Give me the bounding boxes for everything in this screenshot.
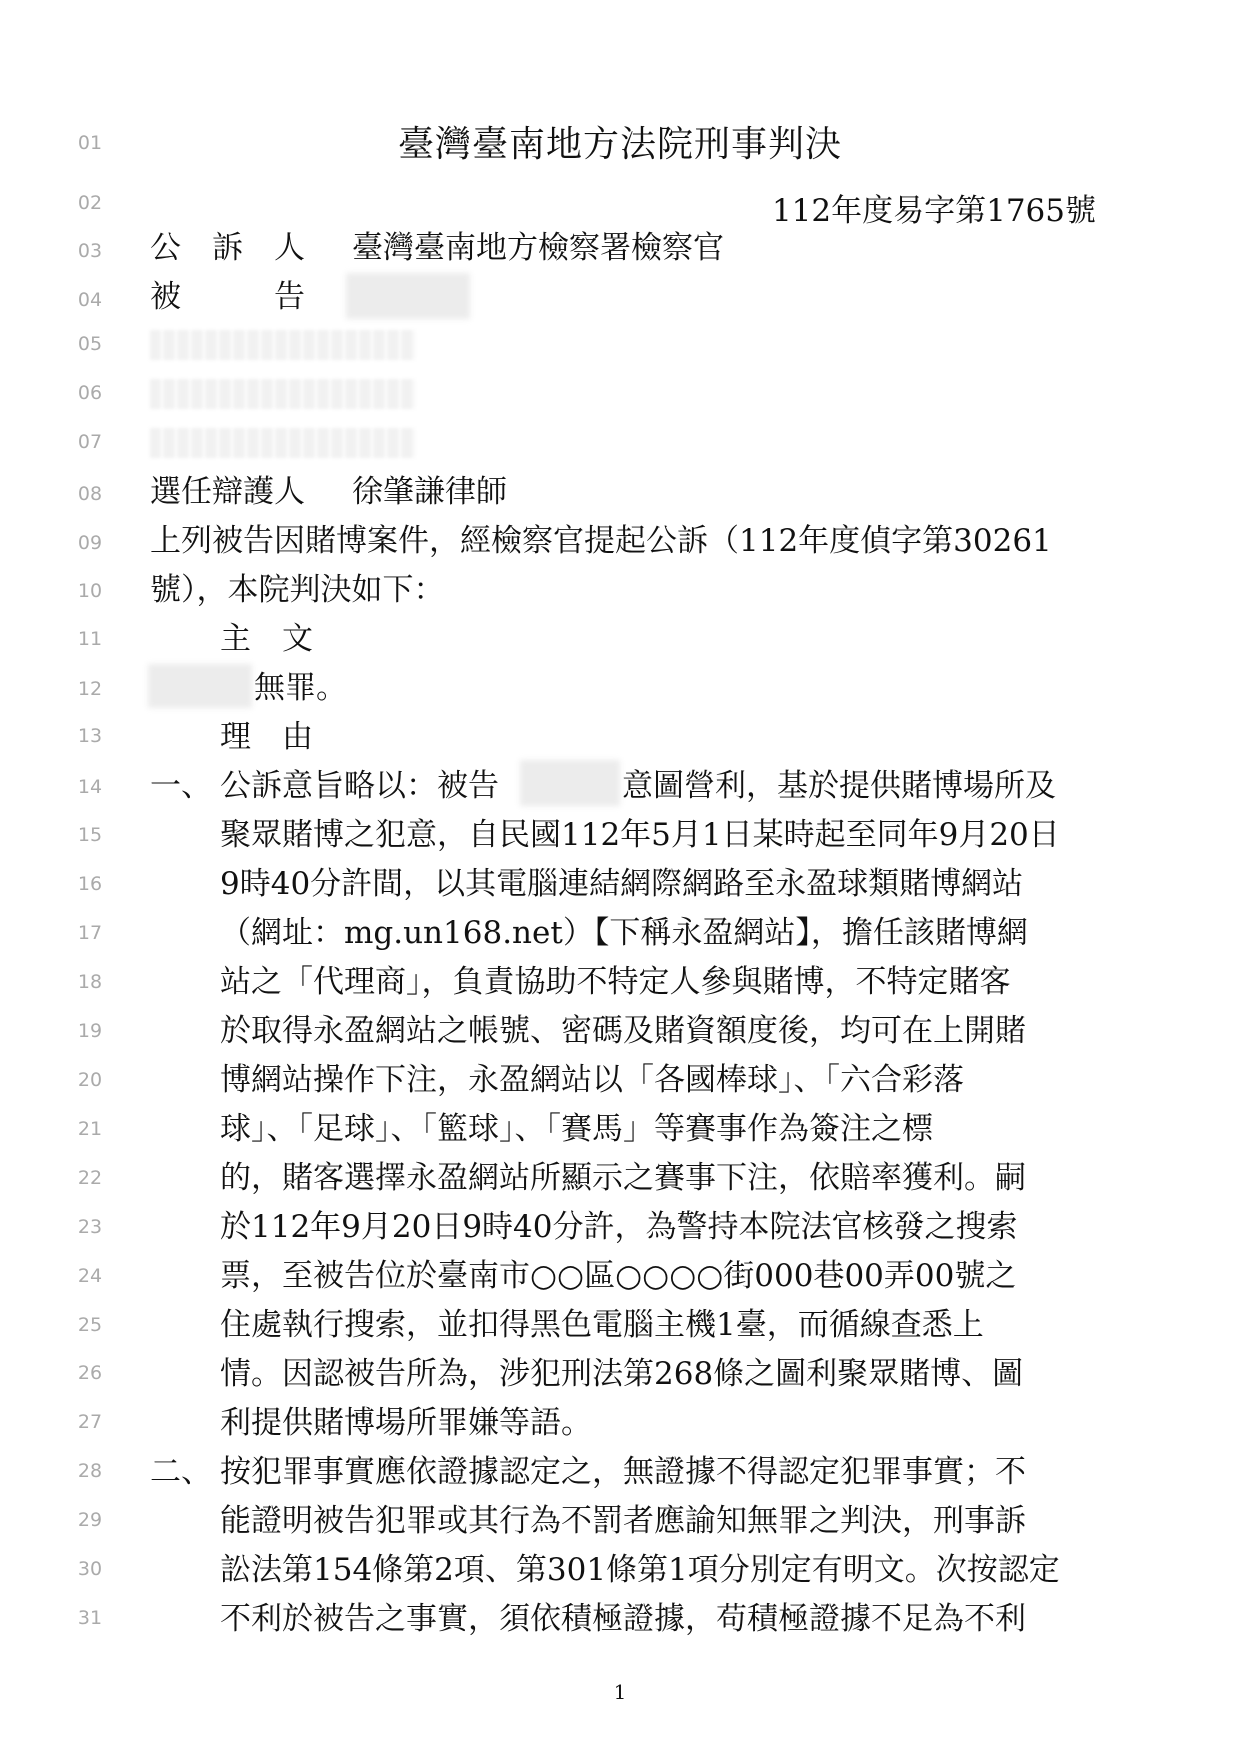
case-number: 112年度易字第1765號	[771, 193, 1096, 229]
reason-one-line: 於112年9月20日9時40分許，為警持本院法官核發之搜索	[220, 1209, 1018, 1245]
line-number: 24	[77, 1265, 103, 1287]
reason-one-line: 博網站操作下注，永盈網站以「各國棒球」、「六合彩落	[220, 1062, 964, 1098]
line-number: 12	[77, 678, 103, 700]
reason-one-line: 於取得永盈網站之帳號、密碼及賭資額度後，均可在上開賭	[220, 1013, 1026, 1049]
redacted-defendant-name	[346, 273, 470, 319]
line-number: 05	[77, 333, 103, 355]
reason-one-line: 利提供賭博場所罪嫌等語。	[220, 1405, 592, 1441]
line-number: 10	[77, 580, 103, 602]
reason-heading: 理 由	[220, 719, 313, 755]
intro-line: 號），本院判決如下：	[150, 572, 445, 608]
line-number: 30	[77, 1558, 103, 1580]
line-number: 03	[77, 240, 103, 262]
line-number: 17	[77, 922, 103, 944]
reason-one-line: 球」、「足球」、「籃球」、「賽馬」等賽事作為簽注之標	[220, 1111, 933, 1147]
line-number: 23	[77, 1216, 103, 1238]
reason-one-first-part: 公訴意旨略以：被告	[220, 768, 499, 804]
line-number: 28	[77, 1460, 103, 1482]
reason-one-line: 住處執行搜索，並扣得黑色電腦主機1臺，而循線查悉上	[220, 1307, 984, 1343]
reason-two-line: 能證明被告犯罪或其行為不罰者應諭知無罪之判決，刑事訴	[220, 1503, 1026, 1539]
line-number: 16	[77, 873, 103, 895]
reason-one-line: 9時40分許間，以其電腦連結網際網路至永盈球類賭博網站	[220, 866, 1024, 902]
line-number: 25	[77, 1314, 103, 1336]
reason-two-line: 不利於被告之事實，須依積極證據，苟積極證據不足為不利	[220, 1601, 1026, 1637]
reason-two-first-line: 按犯罪事實應依證據認定之，無證據不得認定犯罪事實；不	[220, 1454, 1026, 1490]
line-number: 20	[77, 1069, 103, 1091]
prosecutor-value: 臺灣臺南地方檢察署檢察官	[352, 230, 724, 266]
defense-counsel-label: 選任辯護人	[150, 474, 305, 510]
redacted-defendant-name	[520, 760, 620, 806]
line-number: 08	[77, 483, 103, 505]
line-number: 31	[77, 1607, 103, 1629]
intro-line: 上列被告因賭博案件，經檢察官提起公訴（112年度偵字第30261	[150, 523, 1052, 559]
redacted-line	[150, 379, 416, 409]
line-number: 21	[77, 1118, 103, 1140]
line-number: 19	[77, 1020, 103, 1042]
line-number: 14	[77, 776, 103, 798]
verdict-text: 無罪。	[254, 670, 347, 706]
redacted-line	[150, 330, 416, 360]
line-number: 07	[77, 431, 103, 453]
line-number: 01	[77, 132, 103, 154]
line-number: 22	[77, 1167, 103, 1189]
line-number: 27	[77, 1411, 103, 1433]
defendant-label: 被 告	[150, 279, 305, 315]
redacted-defendant-name	[148, 664, 252, 708]
reason-two-prefix: 二、	[150, 1454, 212, 1490]
reason-one-first-tail: 意圖營利，基於提供賭博場所及	[622, 768, 1056, 804]
reason-one-line: 聚眾賭博之犯意，自民國112年5月1日某時起至同年9月20日	[220, 817, 1060, 853]
reason-one-line: 情。因認被告所為，涉犯刑法第268條之圖利聚眾賭博、圖	[220, 1356, 1024, 1392]
page-number: 1	[613, 1680, 627, 1704]
reason-one-line: （網址：mg.un168.net）【下稱永盈網站】，擔任該賭博網	[220, 915, 1028, 951]
reason-one-line: 票，至被告位於臺南市○○區○○○○街000巷00弄00號之	[220, 1258, 1017, 1294]
prosecutor-label: 公 訴 人	[150, 230, 305, 266]
line-number: 26	[77, 1362, 103, 1384]
reason-two-line: 訟法第154條第2項、第301條第1項分別定有明文。次按認定	[220, 1552, 1060, 1588]
defense-counsel-value: 徐肇謙律師	[352, 474, 507, 510]
line-number: 04	[77, 289, 103, 311]
line-number: 11	[77, 628, 103, 650]
reason-one-line: 的，賭客選擇永盈網站所顯示之賽事下注，依賠率獲利。嗣	[220, 1160, 1026, 1196]
line-number: 06	[77, 382, 103, 404]
line-number: 18	[77, 971, 103, 993]
reason-one-prefix: 一、	[150, 768, 212, 804]
document-title: 臺灣臺南地方法院刑事判決	[397, 124, 842, 165]
line-number: 09	[77, 532, 103, 554]
redacted-line	[150, 428, 416, 458]
line-number: 02	[77, 192, 103, 214]
line-number: 15	[77, 824, 103, 846]
line-number: 29	[77, 1509, 103, 1531]
main-heading: 主 文	[220, 621, 313, 657]
reason-one-line: 站之「代理商」，負責協助不特定人參與賭博，不特定賭客	[220, 964, 1011, 1000]
line-number: 13	[77, 725, 103, 747]
